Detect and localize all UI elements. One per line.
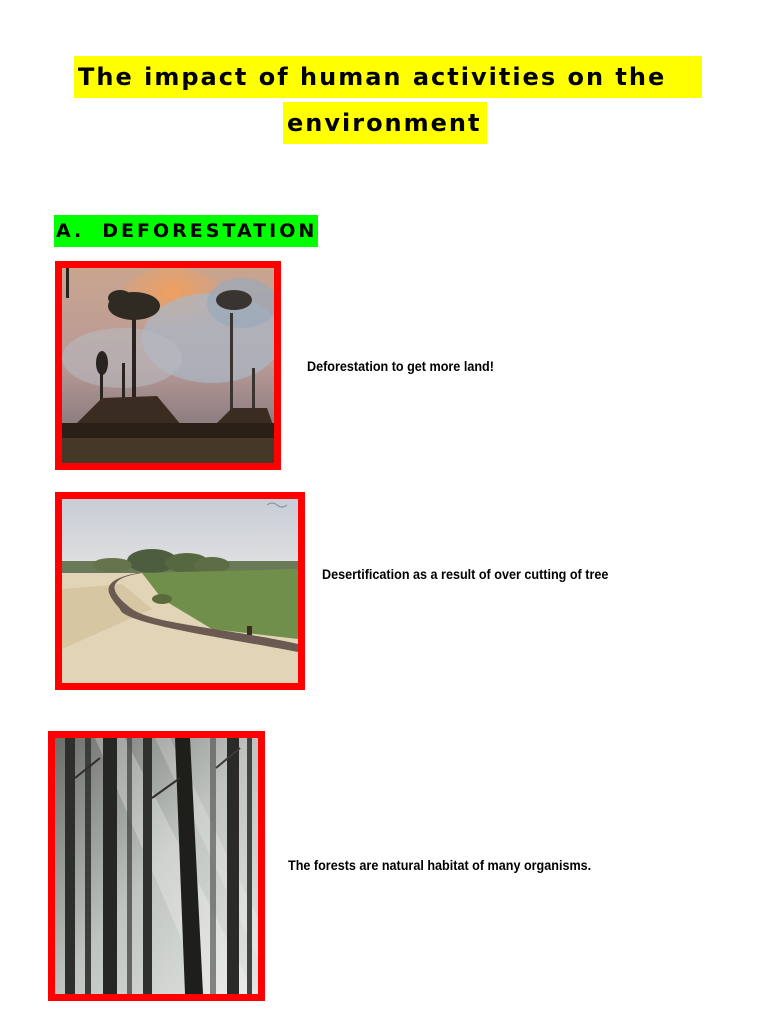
misty-forest-photo <box>48 731 265 1001</box>
section-title: DEFORESTATION <box>102 220 318 242</box>
misty-forest-image <box>55 738 258 994</box>
caption-forest-habitat: The forests are natural habitat of many organisms. <box>288 857 592 873</box>
page-title-line-2: environment <box>283 102 487 144</box>
desert-road-image <box>62 499 298 683</box>
burning-forest-image <box>62 268 274 463</box>
desert-road-photo <box>55 492 305 690</box>
caption-desertification: Desertification as a result of over cutting of tree <box>322 566 609 582</box>
section-letter: A. <box>56 220 85 242</box>
page-title-line-1: The impact of human activities on the <box>74 56 702 98</box>
burning-forest-photo <box>55 261 281 470</box>
section-heading <box>54 215 318 247</box>
caption-deforestation: Deforestation to get more land! <box>307 358 494 374</box>
